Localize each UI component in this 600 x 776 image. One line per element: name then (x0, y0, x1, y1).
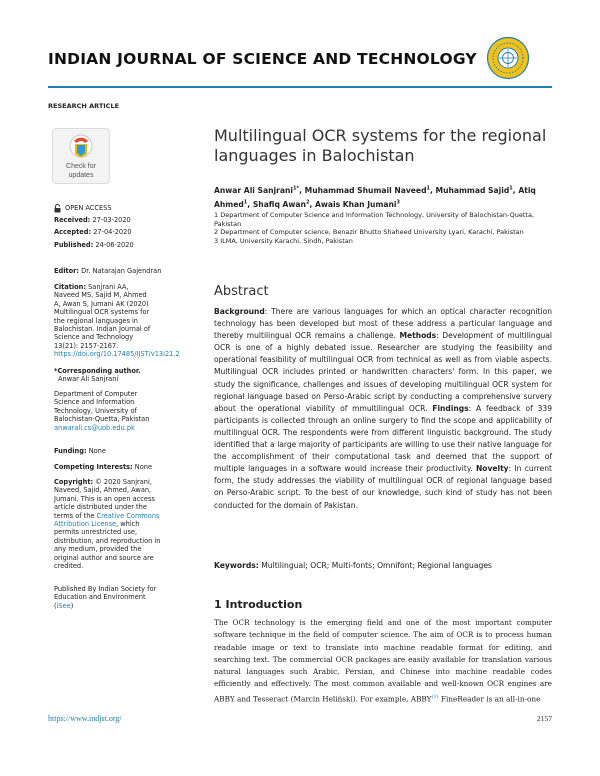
published-date: 24-06-2020 (95, 240, 134, 249)
citation-label: Citation: (54, 283, 86, 291)
competing-interests-row (54, 463, 174, 471)
affiliation-item: 3 ILMA, University Karachi, Sindh, Pakistan (214, 236, 353, 245)
received-label: Received: (54, 216, 91, 224)
corresponding-author (54, 367, 174, 384)
affiliation-item: 1 Department of Computer Science and Information Technology, University of Balochistan-Quetta, Pakistan (214, 211, 535, 228)
introduction-text-1: The OCR technology is the emerging field and one of the most important computer software technique in the field of computer science. The aim of OCR is to process human readable image or text to translate into machine readable format for editing, and searching text. The commercial OCR packages are easily available for translation various natural languages such Arabic, Persian, and Chinese into machine readable codes efficiently and effectively. The most common available and well-known OCR engines are ABBY and Tesseract (Marcin Heliński). For example, ABBY (214, 618, 552, 704)
corresponding-name: Anwar Ali Sanjrani (58, 375, 119, 384)
corresponding-label: *Corresponding author. (54, 367, 141, 375)
abstract-novelty-label: Novelty (475, 464, 509, 474)
corresponding-email-link[interactable]: anwarali.cs@uob.edu.pk (54, 423, 135, 432)
keywords-value: Multilingual; OCR; Multi-fonts; Omnifont; Regional languages (261, 561, 492, 570)
corresponding-affiliation-block (54, 390, 154, 432)
publisher-block: Published By Indian Society for Education and Environment (iSee) (54, 585, 157, 610)
publisher-link[interactable]: iSee (56, 601, 71, 610)
copyright-block (54, 478, 164, 570)
page-number: 2157 (537, 714, 552, 723)
copyright-text-2: , which permits unrestricted use, distribution, and reproduction in any medium, provided the original author and source are credited. (54, 520, 161, 571)
introduction-text-2: FineReader is an all-in-one (438, 694, 541, 704)
article-type-label: RESEARCH ARTICLE (48, 102, 120, 110)
received-row (54, 216, 174, 224)
affiliation-item: 2 Department of Computer science, Benazir Bhutto Shaheed University Lyari, Karachi, Pakistan (214, 228, 524, 236)
corresponding-affiliation: Department of Computer Science and Information Technology, University of Balochistan-Quetta, Pakistan (54, 390, 150, 424)
article-title: Multilingual OCR systems for the regional languages in Balochistan (214, 126, 547, 165)
editor-label: Editor: (54, 267, 80, 275)
editor-row (54, 267, 174, 275)
author-list (214, 182, 554, 211)
abstract-heading: Abstract (214, 284, 269, 299)
reference-link-1[interactable]: (1) (431, 693, 439, 700)
abstract-methods-text: : Development of multilingual OCR is one of a highly debated issue. Researcher are studying the feasibility and operational feasibility of multilingual OCR from technical as well as from viable aspects. Multilingual OCR includes printed or handwritten characters' form. In this paper, we study the significance, challenges and issues of developing multilingual OCR system for regional language based on Perso-Arabic script by conducting a comprehensive survery about the operational viability of mmultilingual OCR. (214, 331, 552, 413)
introduction-heading: 1 Introduction (214, 598, 303, 611)
open-access-row (54, 204, 112, 213)
funding-value: None (88, 447, 106, 455)
author: Shafiq Awan$^2$, (252, 199, 315, 210)
open-access-lock-icon (54, 204, 61, 213)
author: Muhammad Sajid$^1$, (435, 185, 519, 195)
author: Anwar Ali Sanjrani$^{1*}$, (214, 185, 305, 195)
abstract-background-label: Background (214, 307, 265, 316)
author: Awais Khan Jumani$^3$ (314, 199, 400, 210)
affiliation-list (214, 211, 549, 245)
accepted-date: 27-04-2020 (93, 228, 132, 237)
abstract-findings-text: : A feedback of 339 participants is collected through an online surgery to find the scope and applicability of multilingual OCR. The respondents were from different linguistic background. The study identified that a large majority of participants are willing to use their native language for the accomplishment of their computational task and deemed that the support of multiple languages in a software would increase their productivity. (214, 403, 552, 474)
competing-label: Competing Interests: (54, 463, 133, 471)
competing-value: None (134, 463, 152, 471)
publisher-text: Published By Indian Society for Education and Environment ( (54, 585, 157, 610)
citation-block (54, 283, 180, 359)
citation-doi-link[interactable]: https://doi.org/10.17485/IJST/v13i21.2 (54, 350, 180, 359)
funding-label: Funding: (54, 447, 87, 455)
publication-dates (54, 216, 174, 253)
journal-logo (486, 36, 530, 80)
abstract-novelty-text: : In current form, the study addresses the viability of multilingual OCR of regional language based on Perso-Arabic script. To the best of our knowledge, such kind of study has not been conducted for the domain of Pakistan. (214, 464, 553, 510)
abstract-background-text: : There are various languages for which an optical character recognition technology has been developed but most of these address a particular language and thereby multilingual OCR remains a challenge. (214, 307, 552, 341)
author: Atiq Ahmed$^1$, (214, 185, 536, 210)
funding-row (54, 447, 174, 455)
abstract-body (214, 306, 552, 512)
copyright-text-1: © 2020 Sanjrani, Naveed, Sajid, Ahmed, Awan, Jumani. This is an open access article distributed under the terms of the (54, 478, 155, 520)
abstract-findings-label: Findings (432, 403, 469, 413)
published-label: Published: (54, 240, 94, 249)
license-link[interactable]: Creative Commons Attribution License (54, 511, 160, 529)
accepted-label: Accepted: (54, 228, 92, 237)
citation-text: Sanjrani AA, Naveed MS, Sajid M, Ahmed A, Awan S, Jumani AK (2020) Multilingual OCR systems for the regional languages in Balochistan. Indian Journal of Science and Technology 13(21): 2157-2167. (54, 283, 151, 350)
journal-title: INDIAN JOURNAL OF SCIENCE AND TECHNOLOGY (48, 50, 477, 68)
published-row (54, 241, 174, 249)
keywords-row (214, 561, 552, 570)
received-date: 27-03-2020 (92, 216, 131, 224)
check-for-updates-line1: Check for (66, 163, 96, 170)
header-rule (48, 86, 552, 88)
introduction-body (214, 617, 552, 706)
editor-name: Dr. Natarajan Gajendran (81, 267, 162, 275)
copyright-label: Copyright: (54, 478, 94, 486)
author: Muhammad Shumail Naveed$^1$, (304, 185, 436, 195)
open-access-label: OPEN ACCESS (65, 204, 112, 213)
keywords-label: Keywords: (214, 561, 259, 570)
check-for-updates-line2: updates (68, 172, 94, 179)
journal-url-link[interactable]: https://www.indjst.org/ (48, 714, 122, 723)
abstract-methods-label: Methods (399, 331, 437, 341)
check-for-updates-badge[interactable] (52, 128, 110, 184)
accepted-row (54, 228, 174, 236)
